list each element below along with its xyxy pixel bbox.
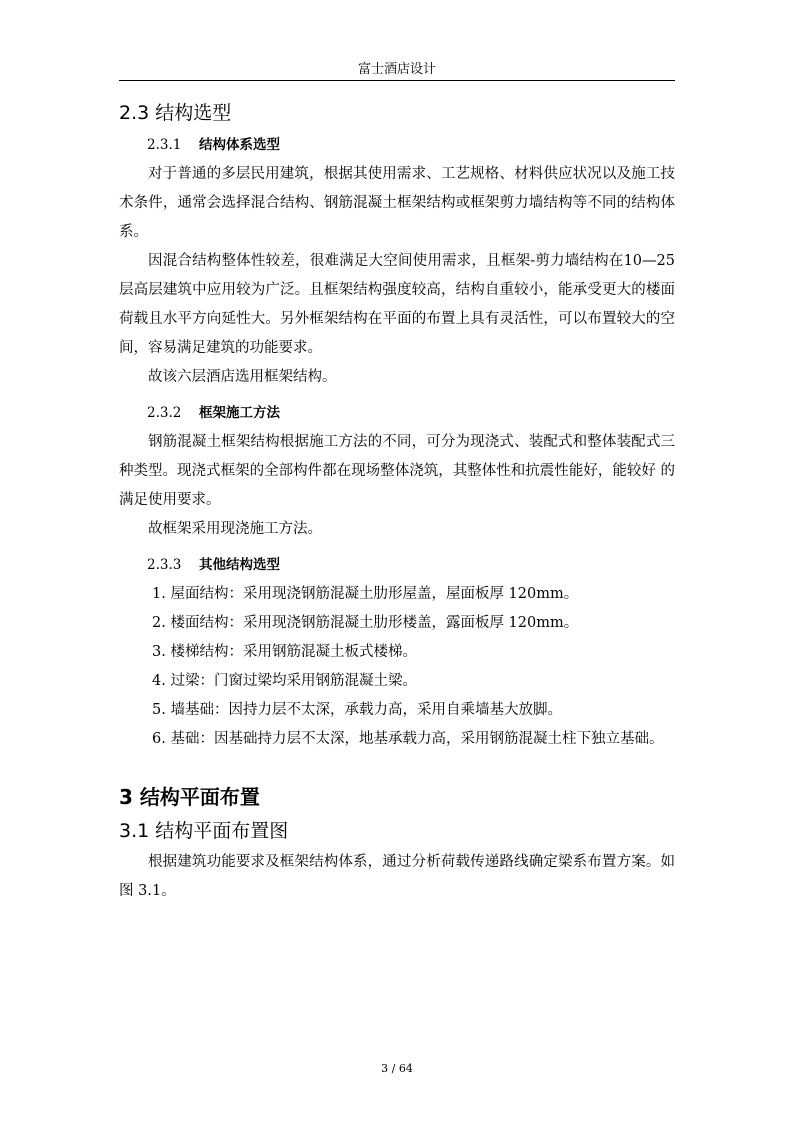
chapter-heading-3: 3 结构平面布置 bbox=[119, 785, 260, 809]
paragraph: 根据建筑功能要求及框架结构体系，通过分析荷载传递路线确定梁系布置方案。如图 3.1。 bbox=[119, 854, 675, 899]
subsection-title: 其他结构选型 bbox=[199, 557, 280, 573]
subsection-heading-2-3-3 bbox=[119, 550, 675, 580]
paragraph: 故该六层酒店选用框架结构。 bbox=[148, 369, 337, 385]
list-item: 1. 屋面结构：采用现浇钢筋混凝土肋形屋盖，屋面板厚 120mm。 bbox=[152, 586, 579, 602]
page-content bbox=[119, 96, 675, 906]
paragraph: 对于普通的多层民用建筑，根据其使用需求、工艺规格、材料供应状况以及施工技术条件，通常会选择混合结构、钢筋混凝土框架结构或框架剪力墙结构等不同的结构体系。 bbox=[119, 166, 675, 240]
list-item: 2. 楼面结构：采用现浇钢筋混凝土肋形楼盖，露面板厚 120mm。 bbox=[152, 615, 579, 631]
subsection-title: 框架施工方法 bbox=[199, 405, 280, 421]
subsection-number: 2.3.1 bbox=[147, 137, 182, 153]
list-item: 4. 过梁：门窗过梁均采用钢筋混凝土梁。 bbox=[152, 673, 417, 689]
subsection-number: 2.3.3 bbox=[147, 557, 182, 573]
subsection-heading-2-3-2 bbox=[119, 398, 675, 428]
list-item: 3. 楼梯结构：采用钢筋混凝土板式楼梯。 bbox=[152, 644, 417, 660]
spacer bbox=[119, 754, 675, 780]
running-header: 富士酒店设计 bbox=[357, 62, 436, 77]
section-heading-2-3: 2.3 结构选型 bbox=[119, 102, 232, 124]
paragraph: 因混合结构整体性较差，很难满足大空间使用需求，且框架-剪力墙结构在10—25层高层建筑中应用较为广泛。且框架结构强度较高，结构自重较小，能承受更大的楼面荷载且水平方向延性大。另外框架结构在平面的布置上具有灵活性，可以布置较大的空间，容易满足建筑的功能要求。 bbox=[119, 253, 675, 356]
paragraph: 故框架采用现浇施工方法。 bbox=[148, 521, 322, 537]
subsection-heading-2-3-1 bbox=[119, 130, 675, 160]
paragraph: 钢筋混凝土框架结构根据施工方法的不同，可分为现浇式、装配式和整体装配式三种类型。现浇式框架的全部构件都在现场整体浇筑，其整体性和抗震性能好，能较好 的满足使用要求。 bbox=[119, 434, 675, 508]
header-rule bbox=[119, 80, 675, 81]
subsection-title: 结构体系选型 bbox=[199, 137, 280, 153]
list-item: 6. 基础：因基础持力层不太深，地基承载力高，采用钢筋混凝土柱下独立基础。 bbox=[152, 731, 664, 747]
page-number: 3 / 64 bbox=[381, 1062, 413, 1075]
section-heading-3-1: 3.1 结构平面布置图 bbox=[119, 820, 289, 842]
list-item: 5. 墙基础：因持力层不太深，承载力高，采用自乘墙基大放脚。 bbox=[152, 702, 562, 718]
subsection-number: 2.3.2 bbox=[147, 405, 182, 421]
